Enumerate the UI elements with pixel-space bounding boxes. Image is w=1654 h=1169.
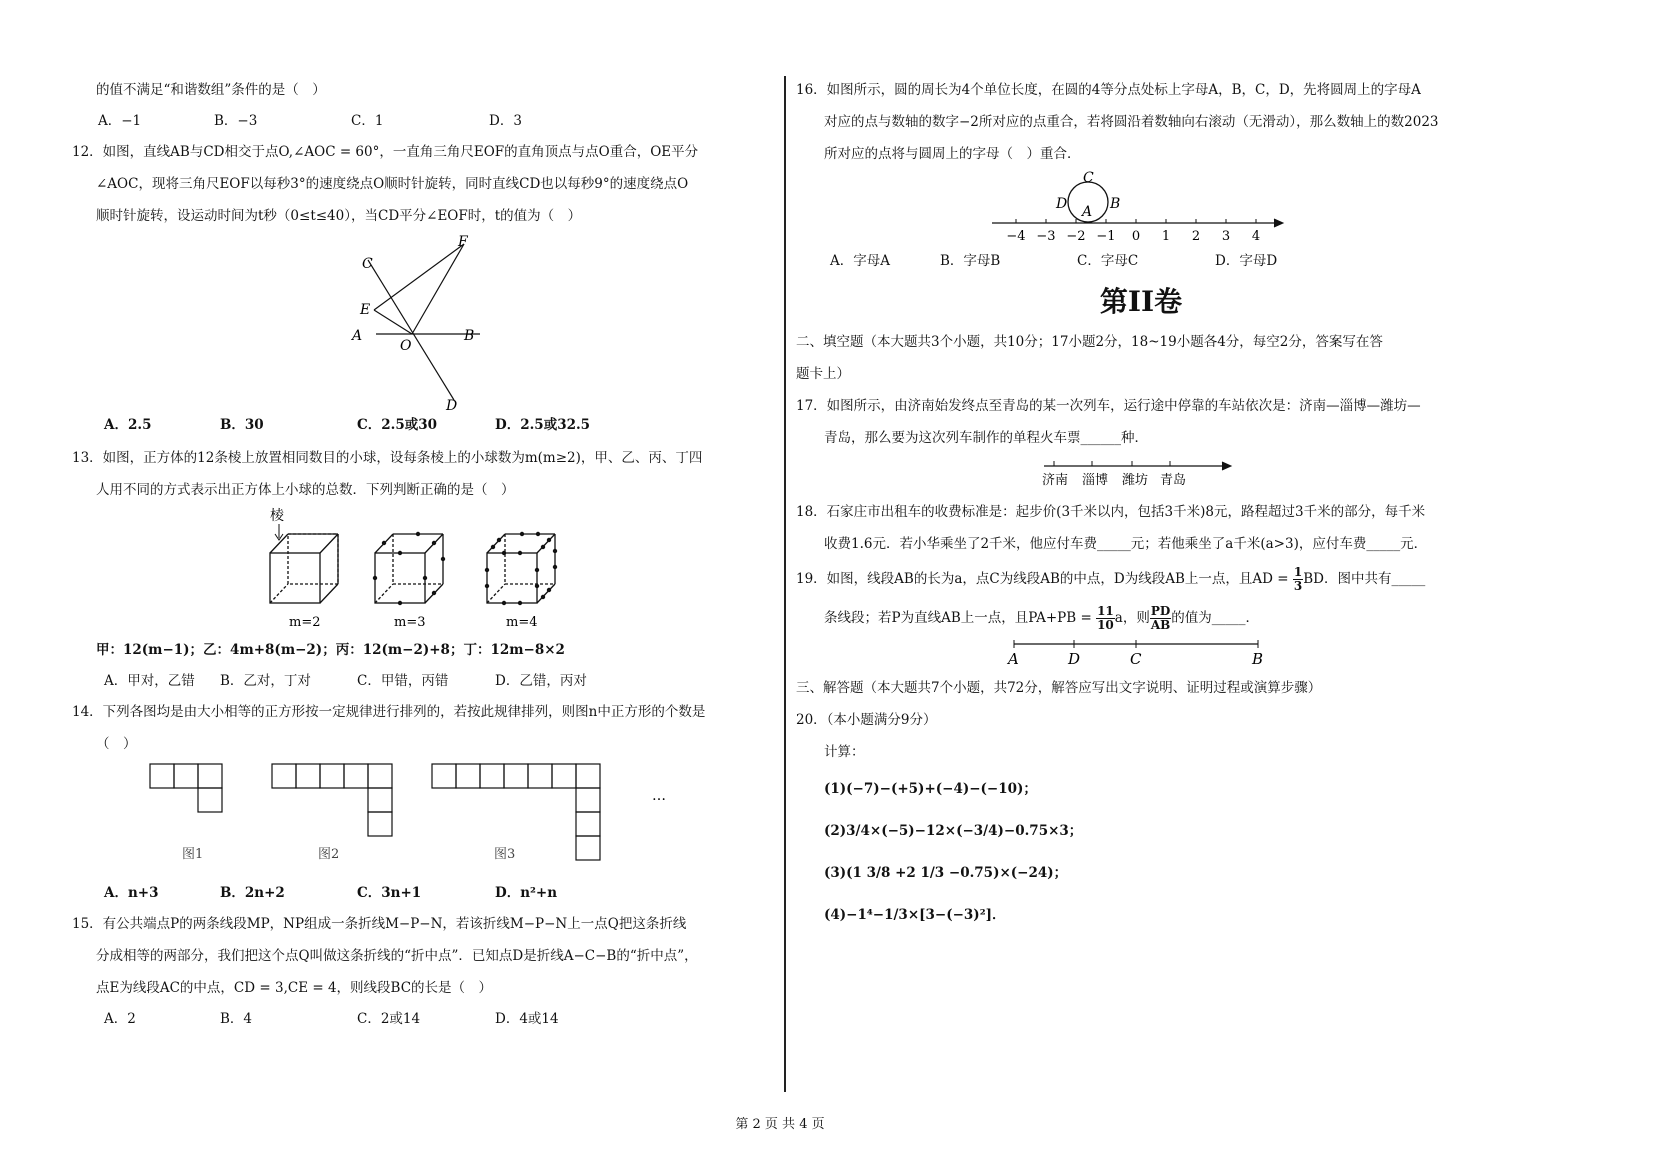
q11-option-a: A．−1 (98, 113, 142, 129)
q14-line1: 14．下列各图均是由大小相等的正方形按一定规律进行排列的，若按此规律排列，则图n中正方形的个数是 (72, 704, 706, 720)
station-jinan: 济南 (1042, 473, 1069, 488)
question-14 (72, 696, 768, 908)
cube-label-m4: m=4 (506, 615, 538, 630)
frac-denominator: AB (1150, 618, 1171, 632)
axis-tick-label: 2 (1191, 229, 1201, 244)
q19-fraction-11-10 (1096, 605, 1115, 632)
q15-option-b: B．4 (220, 1011, 253, 1027)
frac-denominator: 3 (1293, 579, 1303, 593)
q14-option-c: C．3n+1 (357, 885, 422, 901)
left-column (72, 74, 768, 1034)
q19-line1-a: 19．如图，线段AB的长为a，点C为线段AB的中点，D为线段AB上一点，且AD = (796, 571, 1293, 587)
q12-option-d: D．2.5或32.5 (495, 417, 591, 433)
q20-item-2: (2)3/4×(−5)−12×(−3/4)−0.75×3； (824, 823, 1083, 839)
question-20 (796, 704, 1486, 936)
q12-label-c: C (362, 256, 373, 272)
part2-title: 第II卷 (1099, 285, 1183, 318)
q14-options (96, 878, 768, 908)
q20-head: 20．（本小题满分9分） (796, 712, 937, 728)
question-13 (72, 442, 768, 696)
q15-line1: 15．有公共端点P的两条线段MP，NP组成一条折线M−P−N，若该折线M−P−N上一点Q把这条折线 (72, 916, 687, 932)
q12-option-c: C．2.5或30 (357, 417, 438, 433)
q19-line1 (796, 560, 1486, 598)
q15-option-a: A．2 (104, 1011, 136, 1027)
q14-option-a: A．n+3 (104, 885, 159, 901)
q14-fig3-label: 图3 (494, 847, 516, 862)
segment-point-d: D (1068, 650, 1081, 668)
frac-denominator: 10 (1097, 618, 1114, 632)
circle-label-b: B (1110, 196, 1121, 212)
q14-option-d: D．n²+n (495, 885, 558, 901)
q16-option-d: D．字母D (1215, 253, 1278, 269)
q17-line1: 17．如图所示，由济南始发终点至青岛的某一次列车，运行途中停靠的车站依次是：济南—淄博—潍坊— (796, 398, 1421, 414)
q19-line2-b: a，则 (1114, 610, 1150, 626)
q12-option-b: B．30 (220, 417, 264, 433)
q12-label-a: A (352, 328, 363, 344)
q17-line2: 青岛，那么要为这次列车制作的单程火车票______种． (824, 430, 1148, 446)
frac-numerator: 11 (1097, 604, 1114, 618)
frac-numerator: 1 (1293, 565, 1303, 579)
frac-numerator: PD (1150, 604, 1171, 618)
q19-line2-c: 的值为_____． (1171, 610, 1260, 626)
axis-tick-label: −1 (1096, 229, 1116, 244)
q13-option-d: D．乙错，丙对 (495, 673, 587, 689)
question-19 (796, 560, 1486, 670)
section2-heading-line2: 题卡上） (796, 366, 850, 382)
q11-option-d: D．3 (489, 113, 522, 129)
q15-line3: 点E为线段AC的中点，CD = 3,CE = 4，则线段BC的长是（ ） (96, 980, 493, 996)
station-weifang: 潍坊 (1122, 473, 1149, 488)
segment-point-a: A (1008, 650, 1019, 668)
axis-tick-label: 4 (1251, 229, 1261, 244)
q13-formulas: 甲：12(m−1)；乙：4m+8(m−2)；丙：12(m−2)+8；丁：12m−8×2 (96, 642, 565, 658)
axis-tick-label: 1 (1161, 229, 1171, 244)
axis-tick-label: −3 (1036, 229, 1056, 244)
q16-options (796, 246, 1486, 276)
q12-label-d: D (446, 398, 458, 410)
q11-options (96, 106, 768, 136)
q12-label-o: O (400, 338, 412, 354)
q13-options (96, 666, 768, 696)
q19-fraction-1-3 (1293, 566, 1303, 593)
q16-option-b: B．字母B (940, 253, 1001, 269)
circle-label-a: A (1082, 204, 1093, 220)
q14-fig2-label: 图2 (318, 847, 340, 862)
q16-numberline-figure (796, 170, 1486, 250)
q20-calc-label: 计算： (824, 744, 865, 760)
q20-item-3: (3)(1 3/8 +2 1/3 −0.75)×(−24)； (824, 865, 1068, 881)
axis-tick-label: −4 (1006, 229, 1026, 244)
q12-option-a: A．2.5 (104, 417, 152, 433)
station-zibo: 淄博 (1082, 473, 1109, 488)
q13-option-c: C．甲错，丙错 (357, 673, 449, 689)
q13-edge-label: 棱 (270, 508, 284, 524)
q12-options (96, 410, 768, 440)
q12-line3: 顺时针旋转，设运动时间为t秒（0≤t≤40），当CD平分∠EOF时，t的值为（ ） (96, 208, 582, 224)
q20-item-4: (4)−1⁴−1/3×[3−(−3)²]． (824, 907, 1006, 923)
q11-continuation: 的值不满足“和谐数组”条件的是（ ） (96, 82, 326, 98)
axis-tick-label: 3 (1221, 229, 1231, 244)
q19-line2-a: 条线段；若P为直线AB上一点，且PA+PB = (824, 610, 1097, 626)
q13-line2: 人用不同的方式表示出正方体上小球的总数．下列判断正确的是（ ） (96, 482, 515, 498)
q18-line2: 收费1.6元．若小华乘坐了2千米，他应付车费_____元；若他乘坐了a千米(a>3)，应付车费_____元． (824, 536, 1428, 552)
question-12 (72, 136, 768, 440)
q15-options (96, 1004, 768, 1034)
circle-label-c: C (1083, 170, 1094, 186)
q11-option-c: C．1 (351, 113, 384, 129)
segment-point-b: B (1252, 650, 1264, 668)
column-divider (784, 76, 786, 1092)
q12-line2: ∠AOC，现将三角尺EOF以每秒3°的速度绕点O顺时针旋转，同时直线CD也以每秒9°的速度绕点O (96, 176, 689, 192)
q16-line1: 16．如图所示，圆的周长为4个单位长度，在圆的4等分点处标上字母A，B，C，D，先将圆周上的字母A (796, 82, 1421, 98)
q12-line1: 12．如图，直线AB与CD相交于点O,∠AOC = 60°，一直角三角尺EOF的直角顶点与点O重合，OE平分 (72, 144, 699, 160)
q15-line2: 分成相等的两部分，我们把这个点Q叫做这条折线的“折中点”．已知点D是折线A−C−B的“折中点”， (96, 948, 698, 964)
circle-label-d: D (1056, 196, 1068, 212)
question-16 (796, 74, 1486, 276)
cube-label-m3: m=3 (394, 615, 426, 630)
q15-option-d: D．4或14 (495, 1011, 559, 1027)
q14-option-b: B．2n+2 (220, 885, 285, 901)
axis-tick-label: −2 (1066, 229, 1086, 244)
q20-item-1: (1)(−7)−(+5)+(−4)−(−10)； (824, 781, 1037, 797)
q16-line3: 所对应的点将与圆周上的字母（ ）重合． (824, 146, 1081, 162)
q19-line2 (796, 598, 1486, 638)
q13-line1: 13．如图，正方体的12条棱上放置相同数目的小球，设每条棱上的小球数为m(m≥2)，甲、乙、丙、丁四 (72, 450, 703, 466)
q19-segment-figure (796, 638, 1486, 670)
q12-label-e: E (360, 302, 371, 318)
q16-option-c: C．字母C (1077, 253, 1139, 269)
q19-fraction-pd-ab (1150, 605, 1171, 632)
q17-railway-figure (796, 454, 1486, 494)
cube-m4 (487, 534, 555, 603)
segment-point-c: C (1130, 650, 1142, 668)
q14-fig1-label: 图1 (182, 847, 204, 862)
q13-option-a: A．甲对，乙错 (104, 673, 195, 689)
q14-ellipsis: … (652, 788, 666, 804)
cube-label-m2: m=2 (289, 615, 321, 630)
q12-angle-figure (96, 234, 768, 410)
section3-heading: 三、解答题（本大题共7个小题，共72分，解答应写出文字说明、证明过程或演算步骤） (796, 680, 1322, 696)
q11-option-b: B．−3 (214, 113, 258, 129)
right-column (796, 74, 1486, 936)
q14-line2: （ ） (96, 736, 137, 752)
q19-line1-b: BD．图中共有_____ (1303, 571, 1426, 587)
question-18 (796, 496, 1486, 560)
q12-label-f: F (458, 234, 468, 250)
q16-line2: 对应的点与数轴的数字−2所对应的点重合，若将圆沿着数轴向右滚动（无滑动），那么数轴上的数2023 (824, 114, 1439, 130)
question-15 (72, 908, 768, 1034)
q13-option-b: B．乙对，丁对 (220, 673, 311, 689)
cube-m2 (270, 534, 338, 603)
page-footer: 第 2 页 共 4 页 (735, 1117, 825, 1132)
q15-option-c: C．2或14 (357, 1011, 421, 1027)
axis-tick-label: 0 (1131, 229, 1141, 244)
question-17 (796, 390, 1486, 494)
section2-heading-line1: 二、填空题（本大题共3个小题，共10分；17小题2分，18~19小题各4分，每空2分，答案写在答 (796, 334, 1383, 350)
q14-squares-figure (96, 760, 768, 882)
q12-label-b: B (464, 328, 475, 344)
q16-option-a: A．字母A (830, 253, 890, 269)
q13-cubes-figure (96, 506, 768, 630)
station-qingdao: 青岛 (1160, 473, 1187, 488)
q18-line1: 18．石家庄市出租车的收费标准是：起步价(3千米以内，包括3千米)8元，路程超过3千米的部分，每千米 (796, 504, 1426, 520)
